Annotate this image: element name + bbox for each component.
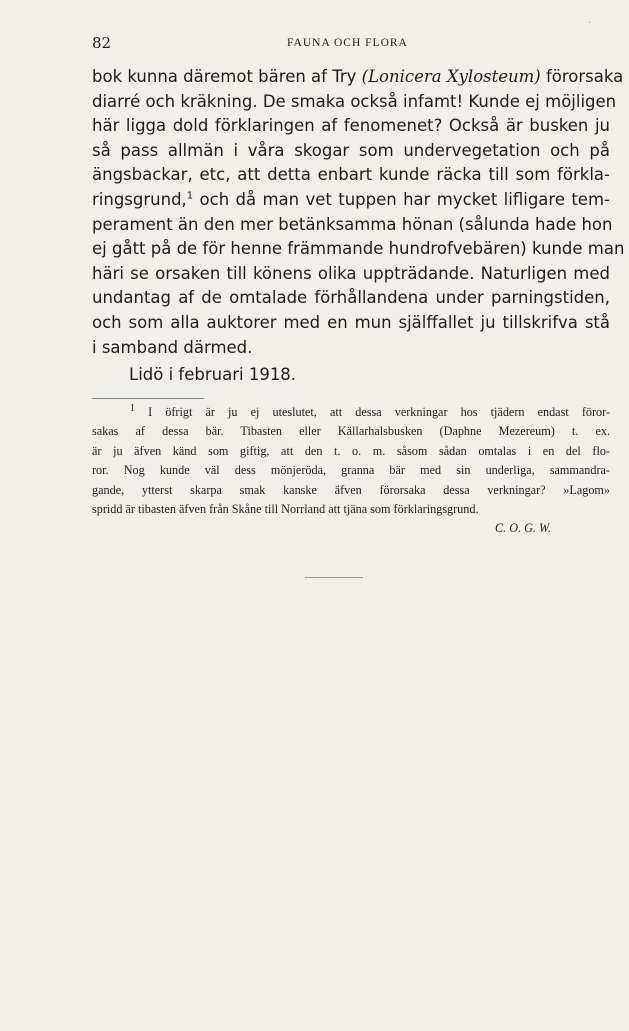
footnote-line: ror. Nog kunde väl dess mönjeröda, granna bär med sin underliga, sammandra- [92, 463, 610, 478]
text-line: i samband därmed. [92, 337, 253, 357]
footnote-divider [92, 398, 204, 399]
footnote-signature: C. O. G. W. [495, 521, 552, 536]
text-line: ängsbackar, etc, att detta enbart kunde räcka till som förkla- [92, 165, 610, 185]
footnote-line: spridd är tibasten äfven från Skåne till Norrland att tjäna som förklaringsgrund. [92, 501, 479, 516]
corner-mark: · [588, 18, 592, 29]
text-line: diarré och kräkning. De smaka också infamt! Kunde ej möjligen [92, 91, 617, 111]
text-line: ringsgrund,$^1$ och då man vet tuppen har mycket lifligare tem- [92, 189, 610, 209]
footnotes [92, 403, 610, 539]
footnote-line: gande, ytterst skarpa smak kanske äfven förorsaka dessa verkningar? »Lagom» [92, 482, 610, 497]
footnote-reference: 1 [186, 190, 194, 202]
footnote-line: $^1$ I öfrigt är ju ej uteslutet, att dessa verkningar hos tjädern endast föror- [130, 402, 611, 419]
end-divider [305, 577, 363, 578]
text-line: så pass allmän i våra skogar som undervegetation och på [92, 140, 610, 160]
footnote-line: är ju äfven känd som giftig, att den t. o. m. såsom sådan omtalas i en del flo- [92, 443, 610, 458]
latin-name: (Lonicera Xylosteum) [361, 67, 541, 86]
text-line: häri se orsaken till könens olika uppträdande. Naturligen med [92, 263, 610, 283]
page-number: 82 [92, 34, 112, 52]
text-line: och som alla auktorer med en mun själffallet ju tillskrifva stå [92, 312, 610, 332]
page-header [92, 34, 612, 52]
body-text [92, 65, 625, 390]
text-line: ej gått på de för henne främmande hundrofvebären) kunde man [92, 239, 625, 259]
running-title: FAUNA OCH FLORA [287, 37, 408, 49]
place-date: Lidö i februari 1918. [129, 365, 297, 385]
footnote-line: sakas af dessa bär. Tibasten eller Källarhalsbusken (Daphne Mezereum) t. ex. [92, 424, 610, 439]
footnote-marker: 1 [130, 402, 135, 414]
text-line: bok kunna däremot bären af Try (Lonicera Xylosteum) förorsaka [92, 67, 624, 86]
text-line: perament än den mer betänksamma hönan (sålunda hade hon [92, 214, 613, 234]
text-line: här ligga dold förklaringen af fenomenet? Också är busken ju [92, 116, 610, 136]
text-line: undantag af de omtalade förhållandena under parningstiden, [92, 288, 610, 308]
